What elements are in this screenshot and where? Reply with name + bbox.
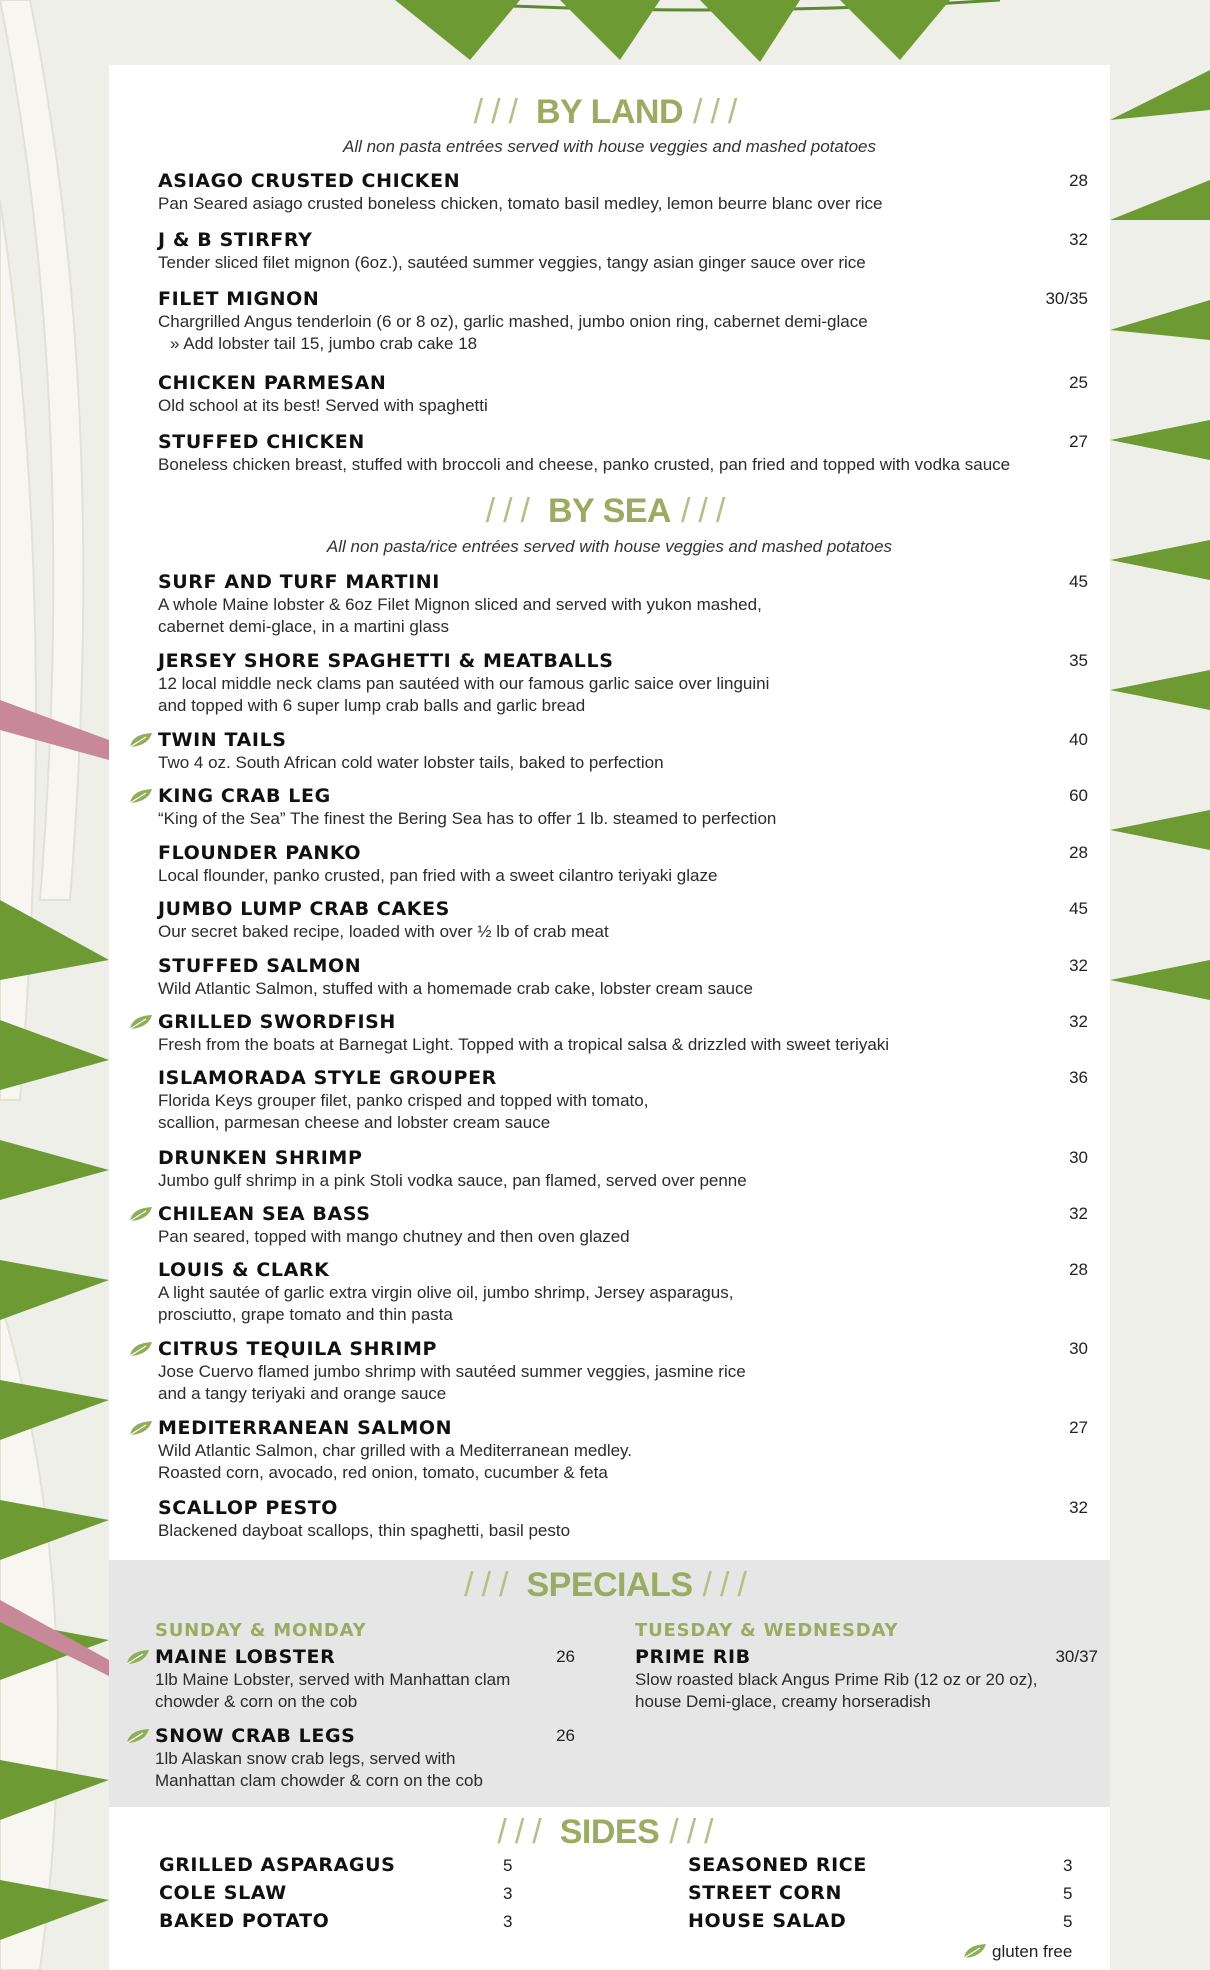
item-price: 32 [1069,1012,1088,1031]
specials-day-right: TUESDAY & WEDNESDAY [635,1620,899,1641]
item-description: A whole Maine lobster & 6oz Filet Mignon sliced and served with yukon mashed, [158,595,762,614]
item-price: 60 [1069,786,1088,805]
side-price: 3 [503,1912,513,1931]
item-description: chowder & corn on the cob [155,1691,358,1711]
item-price: 27 [1069,432,1088,451]
item-price: 28 [1069,171,1088,190]
item-description: Our secret baked recipe, loaded with over ½ lb of crab meat [158,922,609,941]
item-description: prosciutto, grape tomato and thin pasta [158,1304,453,1324]
item-price: 35 [1069,651,1088,670]
menu-item: MEDITERRANEAN SALMON 27 Wild Atlantic Salmon, char grilled with a Mediterranean medley. Roasted corn, avocado, red onion, tomato, cucumber & feta [158,1416,1088,1483]
item-price: 30/35 [1045,289,1088,308]
item-description: Wild Atlantic Salmon, stuffed with a homemade crab cake, lobster cream sauce [158,979,753,998]
item-description: Manhattan clam chowder & corn on the cob [155,1770,483,1790]
item-description: house Demi-glace, creamy horseradish [635,1691,931,1711]
leaf-icon [128,1341,154,1357]
section-subtitle-by-land: All non pasta entrées served with house veggies and mashed potatoes [342,137,876,156]
menu-item: SURF AND TURF MARTINI 45 A whole Maine lobster & 6oz Filet Mignon sliced and served with yukon mashed, cabernet demi-glace, in a martini glass [158,571,1088,636]
item-description: Pan seared, topped with mango chutney and then oven glazed [158,1227,630,1246]
item-description: Roasted corn, avocado, red onion, tomato, cucumber & feta [158,1462,608,1482]
leaf-icon [125,1649,151,1665]
menu-item: STUFFED CHICKEN 27 Boneless chicken breast, stuffed with broccoli and cheese, panko crusted, pan fried and topped with vodka sauce [158,431,1088,474]
item-description: Local flounder, panko crusted, pan fried with a sweet cilantro teriyaki glaze [158,866,718,885]
item-price: 28 [1069,843,1088,862]
item-description: scallion, parmesan cheese and lobster cream sauce [158,1112,551,1132]
item-description: and a tangy teriyaki and orange sauce [158,1383,447,1403]
item-price: 27 [1069,1418,1088,1437]
menu-item: JERSEY SHORE SPAGHETTI & MEATBALLS 35 12 local middle neck clams pan sautéed with our famous garlic saice over linguini and topped with 6 super lump crab balls and garlic bread [158,650,1088,715]
menu-card [109,65,1110,1970]
item-description: A light sautée of garlic extra virgin olive oil, jumbo shrimp, Jersey asparagus, [158,1283,734,1302]
item-price: 32 [1069,956,1088,975]
menu-item: LOUIS & CLARK 28 A light sautée of garlic extra virgin olive oil, jumbo shrimp, Jersey asparagus, prosciutto, grape tomato and thin pasta [158,1259,1088,1324]
item-price: 26 [556,1726,575,1745]
side-item: COLE SLAW [159,1882,287,1904]
leaf-icon [128,1420,154,1436]
item-description: 1lb Alaskan snow crab legs, served with [155,1749,456,1768]
side-item: STREET CORN [688,1882,843,1904]
menu-item: GRILLED SWORDFISH 32 Fresh from the boats at Barnegat Light. Topped with a tropical salsa & drizzled with sweet teriyaki [158,1010,1088,1056]
gluten-free-legend: gluten free [962,1942,1072,1962]
item-description: Jumbo gulf shrimp in a pink Stoli vodka sauce, pan flamed, served over penne [158,1171,747,1190]
item-price: 32 [1069,1204,1088,1223]
leaf-icon [128,1206,154,1222]
item-price: 28 [1069,1260,1088,1279]
menu-item: J & B STIRFRY 32 Tender sliced filet mignon (6oz.), sautéed summer veggies, tangy asian ginger sauce over rice [158,229,1088,272]
item-description: Tender sliced filet mignon (6oz.), sautéed summer veggies, tangy asian ginger sauce over rice [158,253,866,272]
specials-day-left: SUNDAY & MONDAY [155,1620,367,1641]
section-subtitle-by-sea: All non pasta/rice entrées served with house veggies and mashed potatoes [326,537,893,556]
leaf-icon [128,788,154,804]
item-price: 45 [1069,899,1088,918]
item-description: Blackened dayboat scallops, thin spaghetti, basil pesto [158,1521,571,1540]
item-description: Boneless chicken breast, stuffed with broccoli and cheese, panko crusted, pan fried and topped with vodka sauce [158,455,1011,474]
menu-item: STUFFED SALMON 32 Wild Atlantic Salmon, stuffed with a homemade crab cake, lobster cream sauce [158,955,1088,998]
section-title-by-sea: /// BY SEA /// [485,492,734,530]
menu-item: TWIN TAILS 40 Two 4 oz. South African cold water lobster tails, baked to perfection [158,728,1088,774]
item-description: Fresh from the boats at Barnegat Light. Topped with a tropical salsa & drizzled with sweet teriyaki [158,1035,890,1054]
item-description: Florida Keys grouper filet, panko crisped and topped with tomato, [158,1091,649,1110]
side-price: 5 [1063,1912,1073,1931]
item-description: Slow roasted black Angus Prime Rib (12 oz or 20 oz), [635,1670,1038,1689]
item-price: 30 [1069,1148,1088,1167]
special-item: SNOW CRAB LEGS 26 1lb Alaskan snow crab legs, served with Manhattan clam chowder & corn on the cob [155,1724,575,1791]
side-item: SEASONED RICE [688,1854,867,1876]
item-price: 36 [1069,1068,1088,1087]
item-description: Jose Cuervo flamed jumbo shrimp with sautéed summer veggies, jasmine rice [158,1362,746,1381]
item-price: 32 [1069,1498,1088,1517]
leaf-icon [128,1014,154,1030]
item-description: and topped with 6 super lump crab balls and garlic bread [158,695,586,715]
item-description: Pan Seared asiago crusted boneless chicken, tomato basil medley, lemon beurre blanc over rice [158,194,883,213]
leaf-icon [962,1943,988,1959]
menu-item: CHICKEN PARMESAN 25 Old school at its best! Served with spaghetti [158,372,1088,415]
item-price: 25 [1069,373,1088,392]
item-description: 1lb Maine Lobster, served with Manhattan clam [155,1670,511,1689]
item-price: 26 [556,1647,575,1666]
item-description-addon: » Add lobster tail 15, jumbo crab cake 18 [170,333,478,353]
menu-item: FILET MIGNON 30/35 Chargrilled Angus tenderloin (6 or 8 oz), garlic mashed, jumbo onion ring, cabernet demi-glace » Add lobster tail 15, jumbo crab cake 18 [158,288,1088,353]
special-item: PRIME RIB 30/37 Slow roasted black Angus Prime Rib (12 oz or 20 oz), house Demi-glace, creamy horseradish [635,1646,1098,1711]
side-price: 5 [503,1856,513,1875]
item-price: 30 [1069,1339,1088,1358]
menu-item: SCALLOP PESTO 32 Blackened dayboat scallops, thin spaghetti, basil pesto [158,1497,1088,1540]
section-title-sides: /// SIDES /// [497,1813,722,1851]
item-description: Two 4 oz. South African cold water lobster tails, baked to perfection [158,753,664,772]
menu-item: FLOUNDER PANKO 28 Local flounder, panko crusted, pan fried with a sweet cilantro teriyaki glaze [158,842,1088,885]
special-item: MAINE LOBSTER 26 1lb Maine Lobster, served with Manhattan clam chowder & corn on the cob [155,1645,575,1712]
item-price: 32 [1069,230,1088,249]
section-title-by-land: /// BY LAND /// [473,93,746,131]
menu-item: KING CRAB LEG 60 “King of the Sea” The finest the Bering Sea has to offer 1 lb. steamed to perfection [158,784,1088,830]
menu-item: CITRUS TEQUILA SHRIMP 30 Jose Cuervo flamed jumbo shrimp with sautéed summer veggies, jasmine rice and a tangy teriyaki and orange sauce [158,1337,1088,1404]
menu-item: CHILEAN SEA BASS 32 Pan seared, topped with mango chutney and then oven glazed [158,1202,1088,1248]
side-price: 3 [1063,1856,1073,1875]
menu-item: ASIAGO CRUSTED CHICKEN 28 Pan Seared asiago crusted boneless chicken, tomato basil medley, lemon beurre blanc over rice [158,170,1088,213]
specials-band [109,1560,1110,1807]
side-item: GRILLED ASPARAGUS [159,1854,396,1876]
menu-item: DRUNKEN SHRIMP 30 Jumbo gulf shrimp in a pink Stoli vodka sauce, pan flamed, served over penne [158,1147,1088,1190]
side-price: 5 [1063,1884,1073,1903]
item-description: Old school at its best! Served with spaghetti [158,396,488,415]
item-description: 12 local middle neck clams pan sautéed with our famous garlic saice over linguini [158,674,770,693]
item-price: 45 [1069,572,1088,591]
section-title-specials: /// SPECIALS /// [464,1566,755,1604]
item-price: 40 [1069,730,1088,749]
item-price: 30/37 [1055,1647,1098,1666]
menu-item: JUMBO LUMP CRAB CAKES 45 Our secret baked recipe, loaded with over ½ lb of crab meat [158,898,1088,941]
item-description: Chargrilled Angus tenderloin (6 or 8 oz), garlic mashed, jumbo onion ring, cabernet demi-glace [158,312,868,331]
side-item: HOUSE SALAD [688,1910,847,1932]
side-price: 3 [503,1884,513,1903]
leaf-icon [125,1728,151,1744]
item-description: Wild Atlantic Salmon, char grilled with a Mediterranean medley. [158,1441,633,1460]
item-description: cabernet demi-glace, in a martini glass [158,616,450,636]
item-description: “King of the Sea” The finest the Bering Sea has to offer 1 lb. steamed to perfection [158,809,777,828]
leaf-icon [128,732,154,748]
menu-item: ISLAMORADA STYLE GROUPER 36 Florida Keys grouper filet, panko crisped and topped with tomato, scallion, parmesan cheese and lobster cream sauce [158,1067,1088,1132]
side-item: BAKED POTATO [159,1910,330,1932]
